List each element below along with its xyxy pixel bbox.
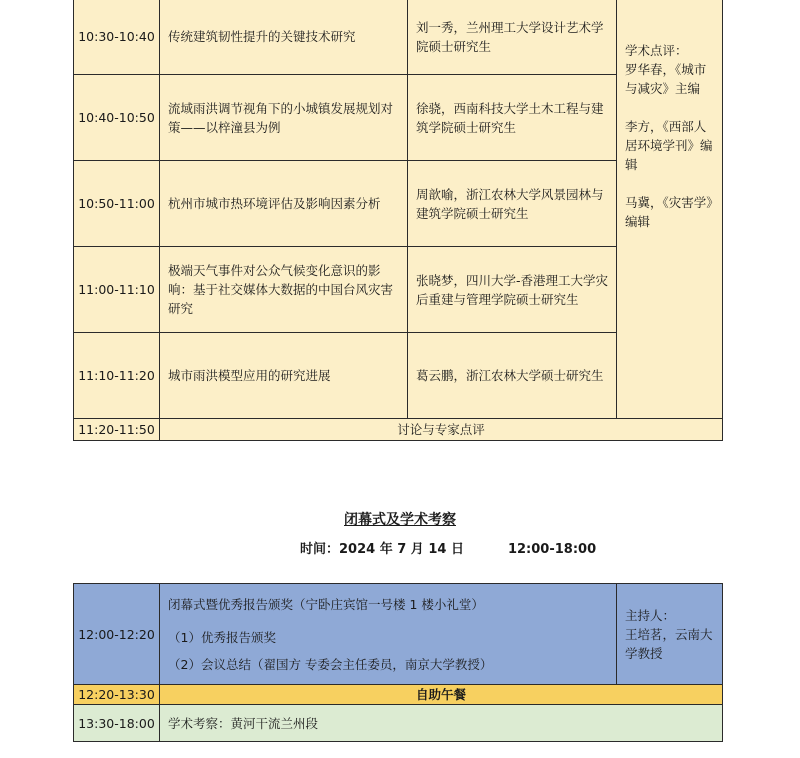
lunch-cell: 自助午餐 bbox=[160, 685, 723, 705]
closing-table bbox=[73, 583, 723, 742]
time-cell: 10:30-10:40 bbox=[74, 0, 160, 75]
table-row bbox=[74, 0, 723, 75]
closing-section-title: 闭幕式及学术考察 bbox=[344, 512, 456, 528]
reviewer-3: 马冀，《灾害学》编辑 bbox=[625, 195, 713, 229]
time-cell: 11:10-11:20 bbox=[74, 333, 160, 419]
topic-cell: 传统建筑韧性提升的关键技术研究 bbox=[160, 0, 408, 75]
speaker-cell: 徐骁，西南科技大学土木工程与建筑学院硕士研究生 bbox=[408, 75, 617, 161]
time-cell: 12:20-13:30 bbox=[74, 685, 160, 705]
closing-time-line bbox=[300, 538, 596, 557]
reviewer-2: 李方，《西部人居环境学刊》编辑 bbox=[625, 119, 713, 172]
time-cell: 10:50-11:00 bbox=[74, 161, 160, 247]
topic-cell: 极端天气事件对公众气候变化意识的影响：基于社交媒体大数据的中国台风灾害研究 bbox=[160, 247, 408, 333]
speaker-cell: 周歆喻，浙江农林大学风景园林与建筑学院硕士研究生 bbox=[408, 161, 617, 247]
host-cell bbox=[617, 584, 723, 685]
discussion-cell: 讨论与专家点评 bbox=[160, 419, 723, 441]
reviewer-1: 罗华春，《城市与减灾》主编 bbox=[625, 62, 707, 96]
session-table bbox=[73, 0, 723, 441]
host-label: 主持人： bbox=[625, 607, 676, 623]
review-label: 学术点评： bbox=[625, 43, 688, 58]
time-cell: 11:00-11:10 bbox=[74, 247, 160, 333]
ceremony-row bbox=[74, 584, 723, 685]
ceremony-line-2: （1）优秀报告颁奖 bbox=[168, 629, 276, 645]
closing-time-range: 12:00-18:00 bbox=[507, 542, 597, 557]
topic-cell: 城市雨洪模型应用的研究进展 bbox=[160, 333, 408, 419]
tour-row bbox=[74, 705, 723, 742]
speaker-cell: 葛云鹏，浙江农林大学硕士研究生 bbox=[408, 333, 617, 419]
lunch-row bbox=[74, 685, 723, 705]
tour-cell: 学术考察：黄河干流兰州段 bbox=[160, 705, 723, 742]
time-cell: 13:30-18:00 bbox=[74, 705, 160, 742]
topic-cell: 杭州市城市热环境评估及影响因素分析 bbox=[160, 161, 408, 247]
topic-cell: 流域雨洪调节视角下的小城镇发展规划对策——以梓潼县为例 bbox=[160, 75, 408, 161]
ceremony-line-1: 闭幕式暨优秀报告颁奖（宁卧庄宾馆一号楼 1 楼小礼堂） bbox=[168, 596, 484, 612]
speaker-cell: 张晓梦，四川大学-香港理工大学灾后重建与管理学院硕士研究生 bbox=[408, 247, 617, 333]
host-name: 王培茗，云南大学教授 bbox=[625, 626, 713, 661]
time-cell: 11:20-11:50 bbox=[74, 419, 160, 441]
ceremony-cell bbox=[160, 584, 617, 685]
ceremony-line-3: （2）会议总结（翟国方 专委会主任委员，南京大学教授） bbox=[168, 656, 493, 672]
discussion-row bbox=[74, 419, 723, 441]
time-cell: 10:40-10:50 bbox=[74, 75, 160, 161]
review-cell bbox=[617, 0, 723, 419]
speaker-cell: 刘一秀，兰州理工大学设计艺术学院硕士研究生 bbox=[408, 0, 617, 75]
closing-date: 时间：2024 年 7 月 14 日 bbox=[300, 542, 464, 557]
time-cell: 12:00-12:20 bbox=[74, 584, 160, 685]
